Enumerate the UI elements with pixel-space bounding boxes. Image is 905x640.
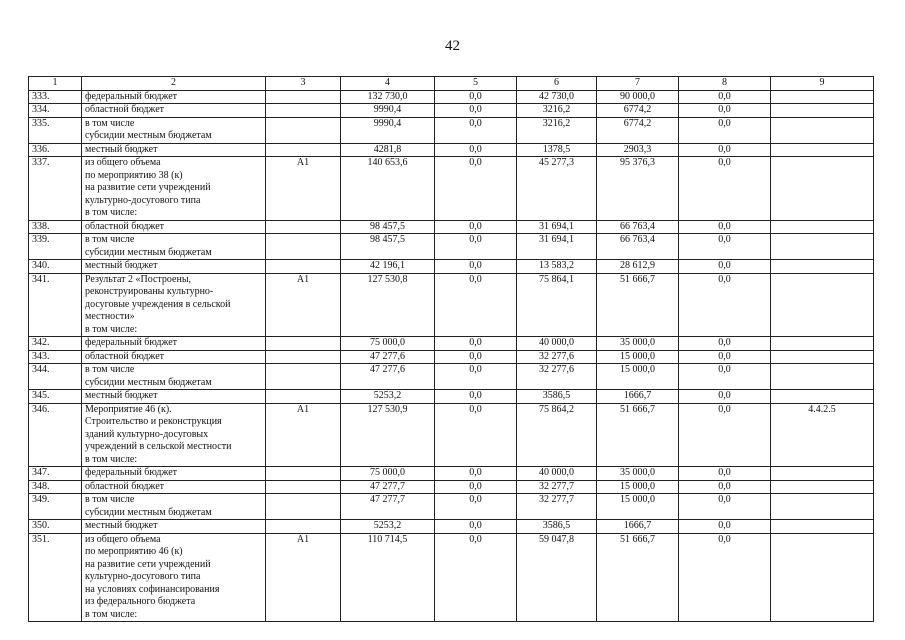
row-name-cell: Результат 2 «Построены, реконструированы культурно- досуговые учреждения в сельской местности» в том числе:: [82, 273, 266, 337]
table-row: [29, 533, 874, 622]
table-row: [29, 220, 874, 234]
row-col8-cell: 0,0: [679, 260, 771, 274]
row-col5-cell: 0,0: [435, 143, 517, 157]
row-number-cell: 349.: [29, 494, 82, 520]
row-total-cell: 98 457,5: [341, 220, 435, 234]
row-col5-cell: 0,0: [435, 364, 517, 390]
row-col8-cell: 0,0: [679, 220, 771, 234]
row-col8-cell: 0,0: [679, 350, 771, 364]
header-cell: 5: [435, 77, 517, 91]
row-number-cell: 351.: [29, 533, 82, 622]
row-col5-cell: 0,0: [435, 117, 517, 143]
row-col5-cell: 0,0: [435, 234, 517, 260]
row-code-cell: [266, 90, 341, 104]
row-col9-cell: [771, 533, 874, 622]
row-total-cell: 4281,8: [341, 143, 435, 157]
row-col5-cell: 0,0: [435, 260, 517, 274]
row-col8-cell: 0,0: [679, 90, 771, 104]
row-col8-cell: 0,0: [679, 143, 771, 157]
row-col9-cell: [771, 480, 874, 494]
row-col5-cell: 0,0: [435, 104, 517, 118]
row-col7-cell: 95 376,3: [597, 157, 679, 221]
table-row: [29, 494, 874, 520]
row-col7-cell: 35 000,0: [597, 467, 679, 481]
row-col7-cell: 90 000,0: [597, 90, 679, 104]
row-col9-cell: 4.4.2.5: [771, 403, 874, 467]
table-row: [29, 520, 874, 534]
row-number-cell: 345.: [29, 390, 82, 404]
table-row: [29, 467, 874, 481]
row-col9-cell: [771, 364, 874, 390]
row-code-cell: [266, 104, 341, 118]
row-col8-cell: 0,0: [679, 273, 771, 337]
header-cell: 8: [679, 77, 771, 91]
row-total-cell: 75 000,0: [341, 337, 435, 351]
row-number-cell: 342.: [29, 337, 82, 351]
row-number-cell: 341.: [29, 273, 82, 337]
row-col7-cell: 15 000,0: [597, 494, 679, 520]
row-code-cell: А1: [266, 403, 341, 467]
table-row: [29, 260, 874, 274]
row-total-cell: 9990,4: [341, 104, 435, 118]
header-cell: 6: [517, 77, 597, 91]
row-col6-cell: 31 694,1: [517, 234, 597, 260]
row-number-cell: 333.: [29, 90, 82, 104]
row-col5-cell: 0,0: [435, 273, 517, 337]
table-row: [29, 234, 874, 260]
row-total-cell: 42 196,1: [341, 260, 435, 274]
row-code-cell: [266, 520, 341, 534]
row-col8-cell: 0,0: [679, 403, 771, 467]
row-total-cell: 132 730,0: [341, 90, 435, 104]
row-col8-cell: 0,0: [679, 234, 771, 260]
row-name-cell: федеральный бюджет: [82, 337, 266, 351]
row-number-cell: 338.: [29, 220, 82, 234]
row-code-cell: А1: [266, 273, 341, 337]
row-col9-cell: [771, 520, 874, 534]
row-number-cell: 339.: [29, 234, 82, 260]
row-col8-cell: 0,0: [679, 337, 771, 351]
row-code-cell: [266, 234, 341, 260]
row-code-cell: А1: [266, 157, 341, 221]
row-total-cell: 47 277,6: [341, 350, 435, 364]
row-col8-cell: 0,0: [679, 390, 771, 404]
table-row: [29, 273, 874, 337]
row-col5-cell: 0,0: [435, 403, 517, 467]
row-name-cell: из общего объема по мероприятию 38 (к) на развитие сети учреждений культурно-досугового типа в том числе:: [82, 157, 266, 221]
row-col6-cell: 3216,2: [517, 104, 597, 118]
row-col7-cell: 15 000,0: [597, 350, 679, 364]
row-col7-cell: 1666,7: [597, 520, 679, 534]
row-col5-cell: 0,0: [435, 480, 517, 494]
row-code-cell: [266, 494, 341, 520]
header-cell: 2: [82, 77, 266, 91]
row-col8-cell: 0,0: [679, 533, 771, 622]
table-header-row: [29, 77, 874, 91]
row-name-cell: в том числе субсидии местным бюджетам: [82, 494, 266, 520]
row-col6-cell: 75 864,2: [517, 403, 597, 467]
row-col6-cell: 32 277,6: [517, 350, 597, 364]
row-col5-cell: 0,0: [435, 90, 517, 104]
row-col9-cell: [771, 390, 874, 404]
row-col8-cell: 0,0: [679, 104, 771, 118]
row-col6-cell: 13 583,2: [517, 260, 597, 274]
row-col5-cell: 0,0: [435, 337, 517, 351]
row-code-cell: [266, 220, 341, 234]
budget-table: [28, 76, 874, 622]
row-col9-cell: [771, 220, 874, 234]
row-code-cell: А1: [266, 533, 341, 622]
header-cell: 3: [266, 77, 341, 91]
row-code-cell: [266, 350, 341, 364]
row-total-cell: 98 457,5: [341, 234, 435, 260]
row-col9-cell: [771, 350, 874, 364]
row-col8-cell: 0,0: [679, 480, 771, 494]
row-name-cell: из общего объема по мероприятию 46 (к) на развитие сети учреждений культурно-досугового типа на условиях софинансирования из федерального бюджета в том числе:: [82, 533, 266, 622]
header-cell: 1: [29, 77, 82, 91]
row-number-cell: 344.: [29, 364, 82, 390]
row-total-cell: 47 277,7: [341, 494, 435, 520]
row-col7-cell: 51 666,7: [597, 273, 679, 337]
row-code-cell: [266, 143, 341, 157]
row-col7-cell: 66 763,4: [597, 220, 679, 234]
row-col7-cell: 66 763,4: [597, 234, 679, 260]
row-col7-cell: 51 666,7: [597, 403, 679, 467]
row-col5-cell: 0,0: [435, 467, 517, 481]
row-col6-cell: 3586,5: [517, 390, 597, 404]
row-col7-cell: 6774,2: [597, 104, 679, 118]
row-col6-cell: 40 000,0: [517, 467, 597, 481]
table-row: [29, 480, 874, 494]
row-col9-cell: [771, 234, 874, 260]
row-code-cell: [266, 480, 341, 494]
row-col9-cell: [771, 467, 874, 481]
row-col5-cell: 0,0: [435, 494, 517, 520]
row-total-cell: 127 530,8: [341, 273, 435, 337]
row-col9-cell: [771, 90, 874, 104]
row-col6-cell: 32 277,6: [517, 364, 597, 390]
row-number-cell: 347.: [29, 467, 82, 481]
row-col6-cell: 45 277,3: [517, 157, 597, 221]
table-row: [29, 390, 874, 404]
row-col7-cell: 15 000,0: [597, 480, 679, 494]
row-col8-cell: 0,0: [679, 364, 771, 390]
row-col8-cell: 0,0: [679, 520, 771, 534]
row-number-cell: 336.: [29, 143, 82, 157]
row-col5-cell: 0,0: [435, 533, 517, 622]
row-col6-cell: 31 694,1: [517, 220, 597, 234]
row-col8-cell: 0,0: [679, 494, 771, 520]
row-number-cell: 340.: [29, 260, 82, 274]
row-name-cell: местный бюджет: [82, 260, 266, 274]
row-total-cell: 9990,4: [341, 117, 435, 143]
row-col6-cell: 1378,5: [517, 143, 597, 157]
table-row: [29, 104, 874, 118]
row-name-cell: в том числе субсидии местным бюджетам: [82, 364, 266, 390]
row-name-cell: областной бюджет: [82, 220, 266, 234]
row-total-cell: 5253,2: [341, 390, 435, 404]
row-code-cell: [266, 337, 341, 351]
row-col6-cell: 59 047,8: [517, 533, 597, 622]
row-name-cell: областной бюджет: [82, 104, 266, 118]
row-code-cell: [266, 467, 341, 481]
row-name-cell: областной бюджет: [82, 480, 266, 494]
header-cell: 4: [341, 77, 435, 91]
table-row: [29, 90, 874, 104]
row-name-cell: областной бюджет: [82, 350, 266, 364]
table-row: [29, 337, 874, 351]
table-row: [29, 403, 874, 467]
row-total-cell: 5253,2: [341, 520, 435, 534]
table-row: [29, 143, 874, 157]
row-col8-cell: 0,0: [679, 467, 771, 481]
row-col5-cell: 0,0: [435, 520, 517, 534]
row-col9-cell: [771, 494, 874, 520]
table-body: [29, 77, 874, 622]
row-total-cell: 47 277,6: [341, 364, 435, 390]
row-col7-cell: 6774,2: [597, 117, 679, 143]
row-total-cell: 127 530,9: [341, 403, 435, 467]
row-total-cell: 47 277,7: [341, 480, 435, 494]
row-col5-cell: 0,0: [435, 220, 517, 234]
row-col9-cell: [771, 104, 874, 118]
header-cell: 7: [597, 77, 679, 91]
row-col8-cell: 0,0: [679, 157, 771, 221]
row-total-cell: 75 000,0: [341, 467, 435, 481]
row-col9-cell: [771, 143, 874, 157]
row-number-cell: 350.: [29, 520, 82, 534]
header-cell: 9: [771, 77, 874, 91]
row-col9-cell: [771, 273, 874, 337]
table-row: [29, 350, 874, 364]
row-name-cell: федеральный бюджет: [82, 467, 266, 481]
row-name-cell: местный бюджет: [82, 520, 266, 534]
row-name-cell: местный бюджет: [82, 390, 266, 404]
row-col5-cell: 0,0: [435, 390, 517, 404]
row-code-cell: [266, 364, 341, 390]
row-number-cell: 334.: [29, 104, 82, 118]
row-number-cell: 348.: [29, 480, 82, 494]
row-number-cell: 335.: [29, 117, 82, 143]
row-col5-cell: 0,0: [435, 350, 517, 364]
row-col5-cell: 0,0: [435, 157, 517, 221]
row-total-cell: 140 653,6: [341, 157, 435, 221]
row-code-cell: [266, 260, 341, 274]
row-col9-cell: [771, 260, 874, 274]
row-code-cell: [266, 390, 341, 404]
row-col6-cell: 3586,5: [517, 520, 597, 534]
row-name-cell: федеральный бюджет: [82, 90, 266, 104]
table-row: [29, 117, 874, 143]
row-number-cell: 343.: [29, 350, 82, 364]
row-col6-cell: 3216,2: [517, 117, 597, 143]
row-col7-cell: 1666,7: [597, 390, 679, 404]
row-col6-cell: 32 277,7: [517, 494, 597, 520]
row-number-cell: 346.: [29, 403, 82, 467]
row-col8-cell: 0,0: [679, 117, 771, 143]
row-col6-cell: 32 277,7: [517, 480, 597, 494]
row-total-cell: 110 714,5: [341, 533, 435, 622]
row-col9-cell: [771, 117, 874, 143]
row-name-cell: в том числе субсидии местным бюджетам: [82, 117, 266, 143]
table-row: [29, 157, 874, 221]
row-col7-cell: 28 612,9: [597, 260, 679, 274]
row-col9-cell: [771, 337, 874, 351]
row-name-cell: местный бюджет: [82, 143, 266, 157]
row-col9-cell: [771, 157, 874, 221]
table-row: [29, 364, 874, 390]
row-name-cell: в том числе субсидии местным бюджетам: [82, 234, 266, 260]
row-col6-cell: 75 864,1: [517, 273, 597, 337]
row-col7-cell: 15 000,0: [597, 364, 679, 390]
page-number: 42: [445, 38, 460, 54]
row-col6-cell: 40 000,0: [517, 337, 597, 351]
row-col7-cell: 35 000,0: [597, 337, 679, 351]
row-col6-cell: 42 730,0: [517, 90, 597, 104]
row-code-cell: [266, 117, 341, 143]
row-col7-cell: 2903,3: [597, 143, 679, 157]
row-number-cell: 337.: [29, 157, 82, 221]
row-col7-cell: 51 666,7: [597, 533, 679, 622]
row-name-cell: Мероприятие 46 (к). Строительство и реконструкция зданий культурно-досуговых учреждений в сельской местности в том числе:: [82, 403, 266, 467]
